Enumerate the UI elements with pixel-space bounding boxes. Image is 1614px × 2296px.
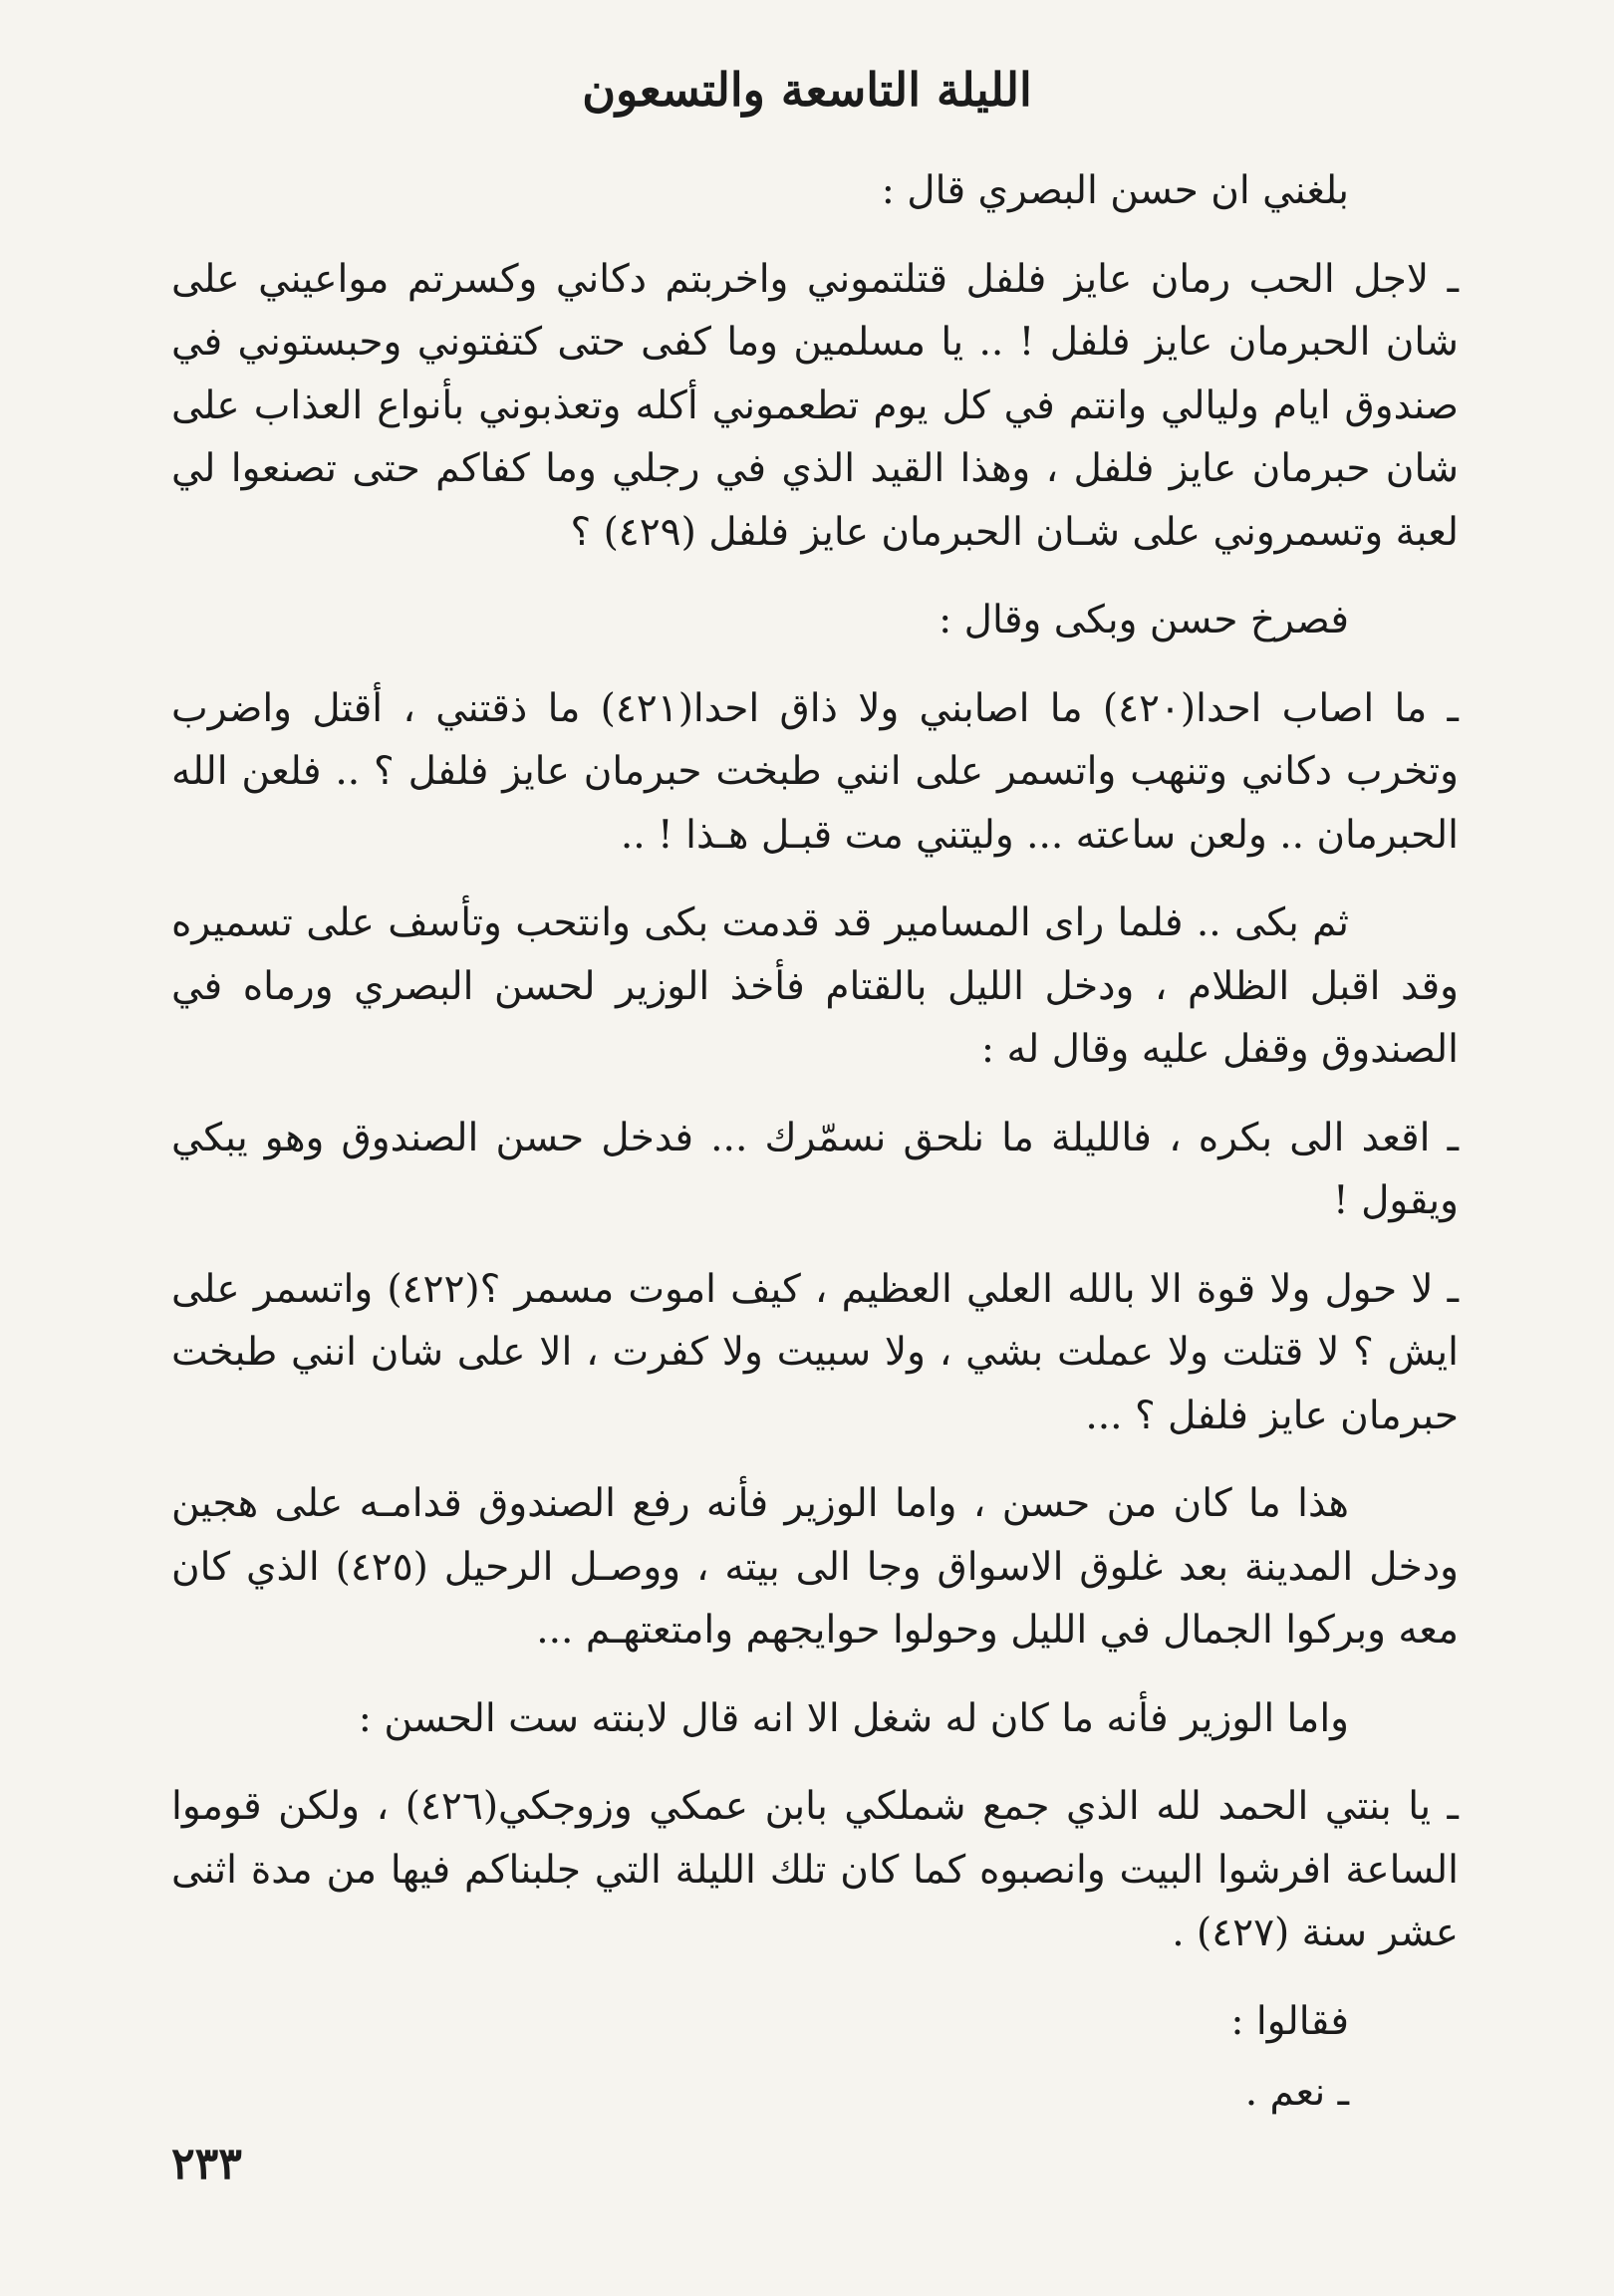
paragraph-10: ـ يا بنتي الحمد لله الذي جمع شملكي بابن عمكي وزوجكي(٤٢٦) ، ولكن قوموا الساعة افرشوا البيت وانصبوه كما كان تلك الليلة التي جلبناكم فيها من مدة اثنى عشر سنة (٤٢٧) . <box>171 1784 1459 1955</box>
paragraph-4: ـ ما اصاب احدا(٤٢٠) ما اصابني ولا ذاق احدا(٤٢١) ما ذقتني ، أقتل واضرب وتخرب دكاني وتنهب واتسمر على انني طبخت حبرمان عايز فلفل ؟ .. فلعن الله الحبرمان .. ولعن ساعته ... وليتني مت قبـل هـذا ! .. <box>171 685 1459 858</box>
paragraph-8: هذا ما كان من حسن ، واما الوزير فأنه رفع الصندوق قدامـه على هجين ودخل المدينة بعد غلوق الاسواق وجا الى بيته ، ووصـل الرحيل (٤٢٥) الذي كان معه وبركوا الجمال في الليل وحولوا حوايجهم وامتعتهـم ... <box>171 1481 1459 1653</box>
paragraph-11: فقالوا : <box>1230 1998 1349 2044</box>
paragraph-7: ـ لا حول ولا قوة الا بالله العلي العظيم ، كيف اموت مسمر ؟(٤٢٢) واتسمر على ايش ؟ لا قتلت ولا عملت بشي ، ولا سبيت ولا كفرت ، الا على شان انني طبخت حبرمان عايز فلفل ؟ ... <box>171 1266 1460 1438</box>
paragraph-3: فصرخ حسن وبكى وقال : <box>939 598 1349 642</box>
page-number: ٢٣٣ <box>171 2139 242 2189</box>
page-title: الليلة التاسعة والتسعون <box>582 63 1032 117</box>
body-text <box>171 159 1459 2150</box>
paragraph-2: ـ لاجل الحب رمان عايز فلفل قتلتموني واخربتم دكاني وكسرتم مواعيني على شان الحبرمان عايز فلفل ! .. يا مسلمين وما كفى حتى كتفتوني وحبستوني في صندوق ايام وليالي وانتم في كل يوم تطعموني أكله وتعذبوني بأنواع العذاب على شان حبرمان عايز فلفل ، وهذا القيد الذي في رجلي وما كفاكم حتى تصنعوا لي لعبة وتسمروني على شـان الحبرمان عايز فلفل (٤٢٩) ؟ <box>171 256 1459 555</box>
paragraph-1: بلغني ان حسن البصري قال : <box>881 168 1349 213</box>
paragraph-12: ـ نعم . <box>1244 2070 1349 2115</box>
paragraph-6: ـ اقعد الى بكره ، فالليلة ما نلحق نسمّرك ... فدخل حسن الصندوق وهو يبكي ويقول ! <box>171 1115 1459 1223</box>
paragraph-5: ثم بكى .. فلما راى المسامير قد قدمت بكى وانتحب وتأسف على تسميره وقد اقبل الظلام ، ودخل الليل بالقتام فأخذ الوزير لحسن البصري ورماه في الصندوق وقفل عليه وقال له : <box>171 900 1459 1072</box>
paragraph-9: واما الوزير فأنه ما كان له شغل الا انه قال لابنته ست الحسن : <box>358 1695 1349 1741</box>
